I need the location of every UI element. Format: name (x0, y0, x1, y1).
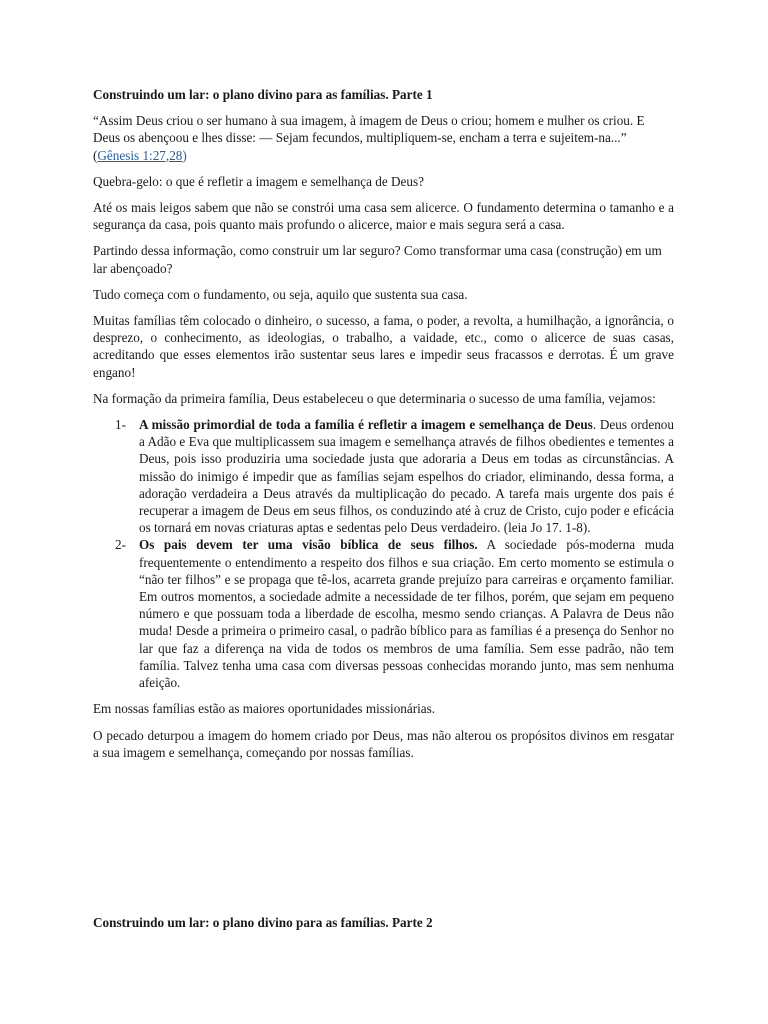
document-title-part-1: Construindo um lar: o plano divino para as famílias. Parte 1 (93, 87, 433, 102)
paragraph-conclusion: O pecado deturpou a imagem do homem criado por Deus, mas não alterou os propósitos divinos em resgatar a sua imagem e semelhança, começando por nossas famílias. (93, 727, 674, 760)
list-item-body: . Deus ordenou a Adão e Eva que multiplicassem sua imagem e semelhança através de filhos obedientes e tementes a Deus, pois isso produziria uma sociedade justa que adoraria a Deus em todas as circunstâncias. A missão do inimigo é impedir que as famílias sejam espelhos do criador, eliminando, dessa forma, a adoração verdadeira a Deus através da multiplicação do pecado. A tarefa mais urgente dos pais é recuperar a imagem de Deus em seus filhos, os conduzindo até à cruz de Cristo, cujo poder e eficácia os tornará em novas criaturas aptas e sedentas pelo Deus verdadeiro. (leia Jo 17. 1-8). (139, 417, 674, 536)
paragraph-false-foundations: Muitas famílias têm colocado o dinheiro, o sucesso, a fama, o poder, a revolta, a humilhação, a ignorância, o desprezo, o conhecimento, as ideologias, o trabalho, a vaidade, etc., como o alicerce de suas casas, acreditando que esses elementos irão sustentar seus lares e impedir seus fracassos e derrotas. É um grave engano! (93, 313, 674, 380)
numbered-list (93, 416, 674, 691)
list-item-number: 1- (115, 417, 126, 433)
paragraph-first-family: Na formação da primeira família, Deus estabeleceu o que determinaria o sucesso de uma família, vejamos: (93, 390, 656, 406)
list-item (93, 416, 674, 536)
paragraph-foundation: Até os mais leigos sabem que não se constrói uma casa sem alicerce. O fundamento determina o tamanho e a segurança da casa, pois quanto mais profundo o alicerce, maior e mais segura será a casa. (93, 200, 674, 233)
paragraph-question: Partindo dessa informação, como construir um lar seguro? Como transformar uma casa (construção) em um lar abençoado? (93, 243, 662, 276)
list-item-lead: Os pais devem ter uma visão bíblica de seus filhos. (139, 537, 478, 553)
quote-text: “Assim Deus criou o ser humano à sua imagem, à imagem de Deus o criou; homem e mulher os criou. E Deus os abençoou e lhes disse: — Sejam fecundos, multipliquem-se, encham a terra e sujeitem-na...” ( (93, 113, 645, 163)
scripture-reference-link[interactable]: Gênesis 1:27,28) (97, 147, 187, 163)
scripture-quote (93, 112, 674, 164)
list-item-lead: A missão primordial de toda a família é refletir a imagem e semelhança de Deus (139, 417, 593, 433)
paragraph-beginning: Tudo começa com o fundamento, ou seja, aquilo que sustenta sua casa. (93, 286, 468, 302)
document-body (93, 86, 674, 770)
list-item (93, 536, 674, 691)
list-item-number: 2- (115, 537, 126, 553)
icebreaker-question: Quebra-gelo: o que é refletir a imagem e semelhança de Deus? (93, 173, 424, 189)
list-item-body: A sociedade pós-moderna muda frequentemente o entendimento a respeito dos filhos e sua criação. Em certo momento se estimula o “não ter filhos” e se propaga que tê-los, acarreta grande prejuízo para carreiras e orçamento familiar. Em outros momentos, a sociedade admite a necessidade de ter filhos, porém, que sejam em pequeno número e que possuam toda a liberdade de escolha, mesmo sendo crianças. A Palavra de Deus não muda! Desde a primeira o primeiro casal, o padrão bíblico para as famílias é a presença do Senhor no lar que faz a diferença na vida de todos os membros de uma família. Sem esse padrão, não tem família. Talvez tenha uma casa com diversas pessoas conhecidas morando junto, mas sem nenhuma afeição. (139, 537, 674, 691)
document-title-part-2: Construindo um lar: o plano divino para as famílias. Parte 2 (93, 915, 433, 930)
paragraph-missionary: Em nossas famílias estão as maiores oportunidades missionárias. (93, 701, 436, 717)
